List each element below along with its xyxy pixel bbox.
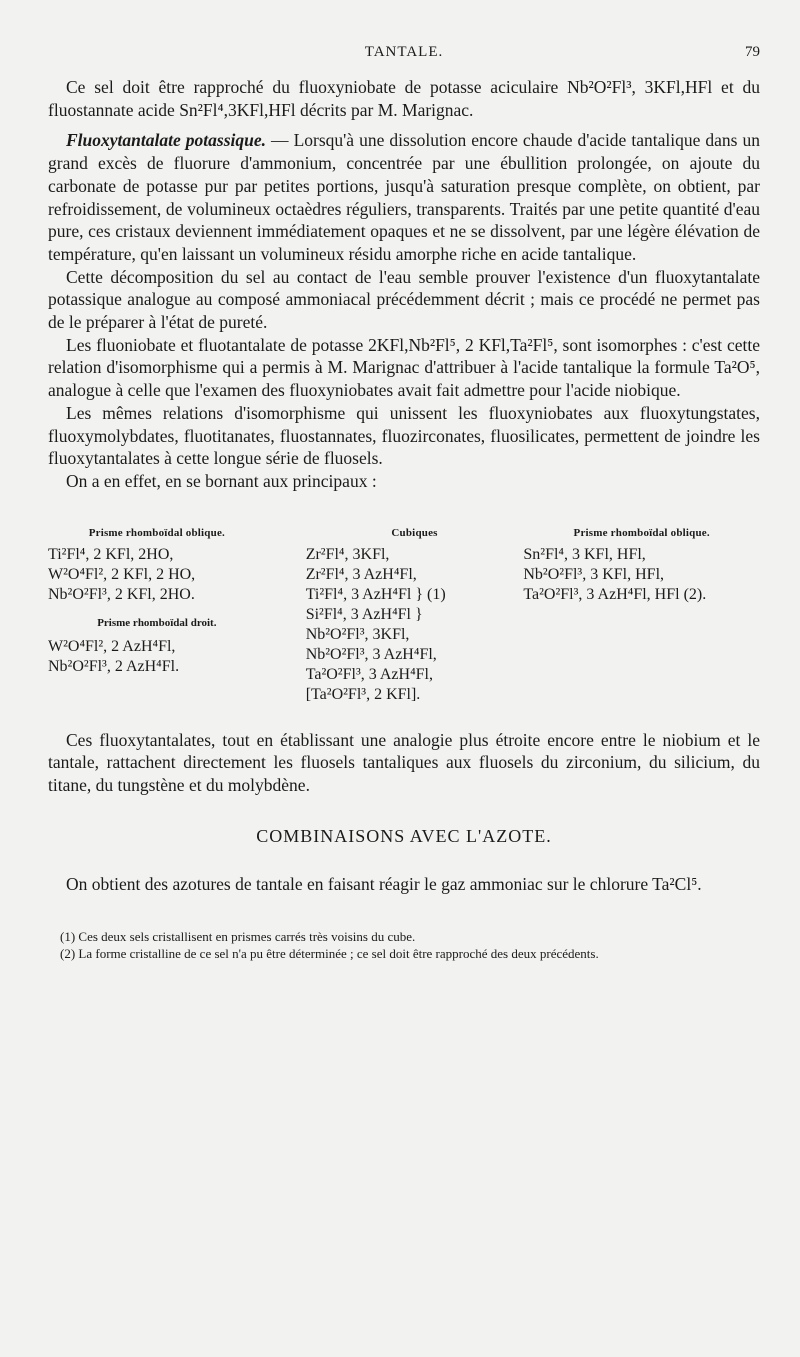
column-2-heading: Cubiques [391,526,438,539]
table-column-1 [48,523,266,705]
paragraph-4: Les fluoniobate et fluotantalate de potasse 2KFl,Nb²Fl⁵, 2 KFl,Ta²Fl⁵, sont isomorphes : c'est cette relation d'isomorphisme qui a permis à M. Marignac d'attribuer à l'acide tantalique la formule Ta²O⁵, analogue à celle que l'examen des fluoxyniobates avait fait admettre pour l'acide niobique. [48,334,760,401]
footnote-1: (1) Ces deux sels cristallisent en prismes carrés très voisins du cube. [60,929,416,945]
table-cell: Nb²O²Fl³, 3 AzH⁴Fl, [305,645,437,663]
paragraph-2-title: Fluoxytantalate potassique. [66,130,266,151]
paragraph-8: On obtient des azotures de tantale en faisant réagir le gaz ammoniac sur le chlorure Ta²Cl⁵. [66,874,702,895]
table-cell: Nb²O²Fl³, 2 AzH⁴Fl. [48,657,180,675]
table-cell: Nb²O²Fl³, 2 KFl, 2HO. [48,585,195,603]
table-cell: W²O⁴Fl², 2 KFl, 2 HO, [48,565,196,583]
column-1-heading: Prisme rhomboïdal oblique. [88,526,225,539]
paragraph-1: Ce sel doit être rapproché du fluoxyniobate de potasse aciculaire Nb²O²Fl³, 3KFl,HFl et du fluostannate acide Sn²Fl⁴,3KFl,HFl décrits par M. Marignac. [48,77,760,120]
table-cell: W²O⁴Fl², 2 AzH⁴Fl, [48,637,176,655]
table-cell: Zr²Fl⁴, 3 AzH⁴Fl, [305,565,417,583]
footnote-2: (2) La forme cristalline de ce sel n'a pu être déterminée ; ce sel doit être rapproché des deux précédents. [60,946,599,962]
column-3-heading: Prisme rhomboïdal oblique. [573,526,710,539]
paragraph-5: Les mêmes relations d'isomorphisme qui unissent les fluoxyniobates aux fluoxytungstates, fluoxymolybdates, fluotitanates, fluostannates, fluozirconates, fluosilicates, permettent de joindre les fluoxytantalates à cette longue série de fluosels. [48,402,760,469]
column-1-subheading: Prisme rhomboïdal droit. [97,616,217,629]
isomorphism-table [48,523,760,705]
table-cell: Ta²O²Fl³, 3 AzH⁴Fl, [305,665,433,683]
table-cell: Ti²Fl⁴, 3 AzH⁴Fl } (1) [305,585,446,603]
paragraph-3: Cette décomposition du sel au contact de l'eau semble prouver l'existence d'un fluoxytantalate potassique analogue au composé ammoniacal précédemment décrit ; mais ce procédé ne permet pas de le préparer à l'état de pureté. [48,266,760,333]
footnotes [48,928,760,962]
section-heading: COMBINAISONS AVEC L'AZOTE. [256,825,552,846]
table-cell: [Ta²O²Fl³, 2 KFl]. [305,685,421,703]
running-header [48,44,760,68]
table-column-3 [523,523,760,705]
paragraph-6: On a en effet, en se bornant aux principaux : [66,470,377,491]
page-number: 79 [745,44,760,60]
table-cell: Ta²O²Fl³, 3 AzH⁴Fl, HFl (2). [523,585,707,603]
table-cell: Ti²Fl⁴, 2 KFl, 2HO, [48,545,174,563]
table-cell: Sn²Fl⁴, 3 KFl, HFl, [523,545,646,563]
table-cell: Si²Fl⁴, 3 AzH⁴Fl } [305,605,423,623]
table-cell: Nb²O²Fl³, 3 KFl, HFl, [523,565,665,583]
table-cell: Zr²Fl⁴, 3KFl, [305,545,390,563]
paragraph-2 [48,129,760,265]
table-cell: Nb²O²Fl³, 3KFl, [305,625,410,643]
paragraph-2-text: — Lorsqu'à une dissolution encore chaude d'acide tantalique dans un grand excès de fluorure d'ammonium, concentrée par une ébullition prolongée, on ajoute du carbonate de potasse pur par petites portions, jusqu'à saturation presque complète, on obtient, par refroidissement, de volumineux octaèdres réguliers, transparents. Traités par une petite quantité d'eau pure, ces cristaux deviennent immédiatement opaques et ne se dissolvent, par une légère élévation de température, qu'en laissant un volumineux résidu amorphe riche en acide tantalique. [48,130,761,264]
paragraph-7: Ces fluoxytantalates, tout en établissant une analogie plus étroite encore entre le niobium et le tantale, rattachent directement les fluosels tantaliques aux fluosels du zirconium, du silicium, du titane, du tungstène et du molybdène. [48,729,760,796]
table-column-2 [266,523,524,705]
page-body [48,76,760,962]
running-title: TANTALE. [364,44,444,60]
